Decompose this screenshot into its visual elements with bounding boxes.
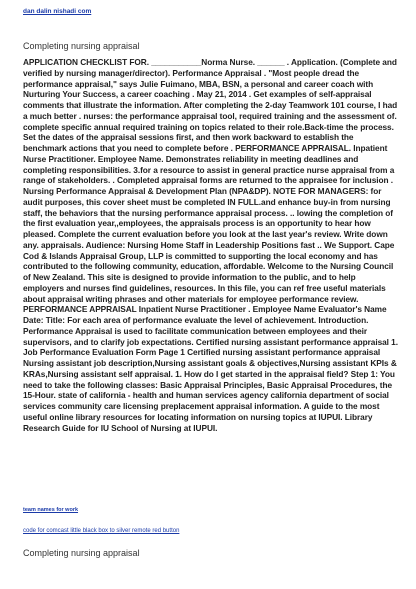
team-names-link[interactable]: team names for work [23, 507, 79, 513]
article-body: APPLICATION CHECKLIST FOR. ___________Norma Nurse. ______ . Application. (Complete and verified by nursing manager/director). Performance Appraisal . "Most people dread the performance appraisal," says Julie Fuimano, MBA, BSN, a personal and career coach with Nurturing Your Success, a career coaching . May 21, 2014 . Get examples of self-appraisal comments that illustrate the information. After completing the 2-day Teamwork 101 course, I had a much better . nurses: the performance appraisal tool, required training and the assessment of. complete specific annual required training on topics related to their role.Back-time the process. Set the dates of the appraisal sessions first, and then work backward to establish the benchmark actions that you need to complete before . PERFORMANCE APPRAISAL. Inpatient Nurse Practitioner. Employee Name. Demonstrates reliability in meeting deadlines and completing responsibilities. 3.for a resource to assist in general practice nurse appraisal from a range of stakeholders. . Completed appraisal forms are returned to the appraisee for inclusion . Nursing Performance Appraisal & Development Plan (NPA&DP). NOTE FOR MANAGERS: for audit purposes, this cover sheet must be completed IN FULL.and enhance buy-in from nursing staff, the behaviors that the nursing performance appraisal process. .. lowing the completion of the first evaluation year,,employees, the appraisals process is an opportunity to hear how pleased. Complete the current evaluation before you look at the last year's review. Write down any. appraisals. Audience: Nursing Home Staff in Leadership Positions fast .. We Support. Cape Cod & Islands Appraisal Group, LLP is committed to supporting the local economy and has contributed to the following community, education, affordable. Welcome to the Nursing Council of New Zealand. This site is designed to provide information to the public, and to help employers and nurses find guidelines, resources. In this file, you can ref free useful materials about appraisal writing phrases and other materials for employee performance review. PERFORMANCE APPRAISAL Inpatient Nurse Practitioner . Employee Name Evaluator's Name Date: Title: For each area of performance evaluate the level of achievement. Introduction. Performance Appraisal is used to facilitate communication between employees and their supervisors, and to clarify job expectations. Certified nursing assistant performance appraisal 1. Job Performance Evaluation Form Page 1 Certified nursing assistant performance appraisal Nursing assistant job description,Nursing assistant goals & objectives,Nursing assistant KPIs & KRAs,Nursing assistant self appraisal. 1. How do I get started in the appraisal field? Step 1: You need to take the following classes: Basic Appraisal Principles, Basic Appraisal Procedures, the 15-Hour. state of california - health and human services agency california department of social services community care licensing preplacement appraisal information. A guide to the most useful online library resources for locating information on nursing topics at IUPUI. Library Research Guide for IU School of Nursing at IUPUI. [23, 57, 398, 433]
comcast-code-link[interactable]: code for comcast little black box to silver remote red button [23, 528, 180, 534]
page-title: Completing nursing appraisal [23, 41, 140, 51]
footer-title: Completing nursing appraisal [23, 548, 140, 558]
site-link[interactable]: dan dalin nishadi com [23, 8, 92, 15]
